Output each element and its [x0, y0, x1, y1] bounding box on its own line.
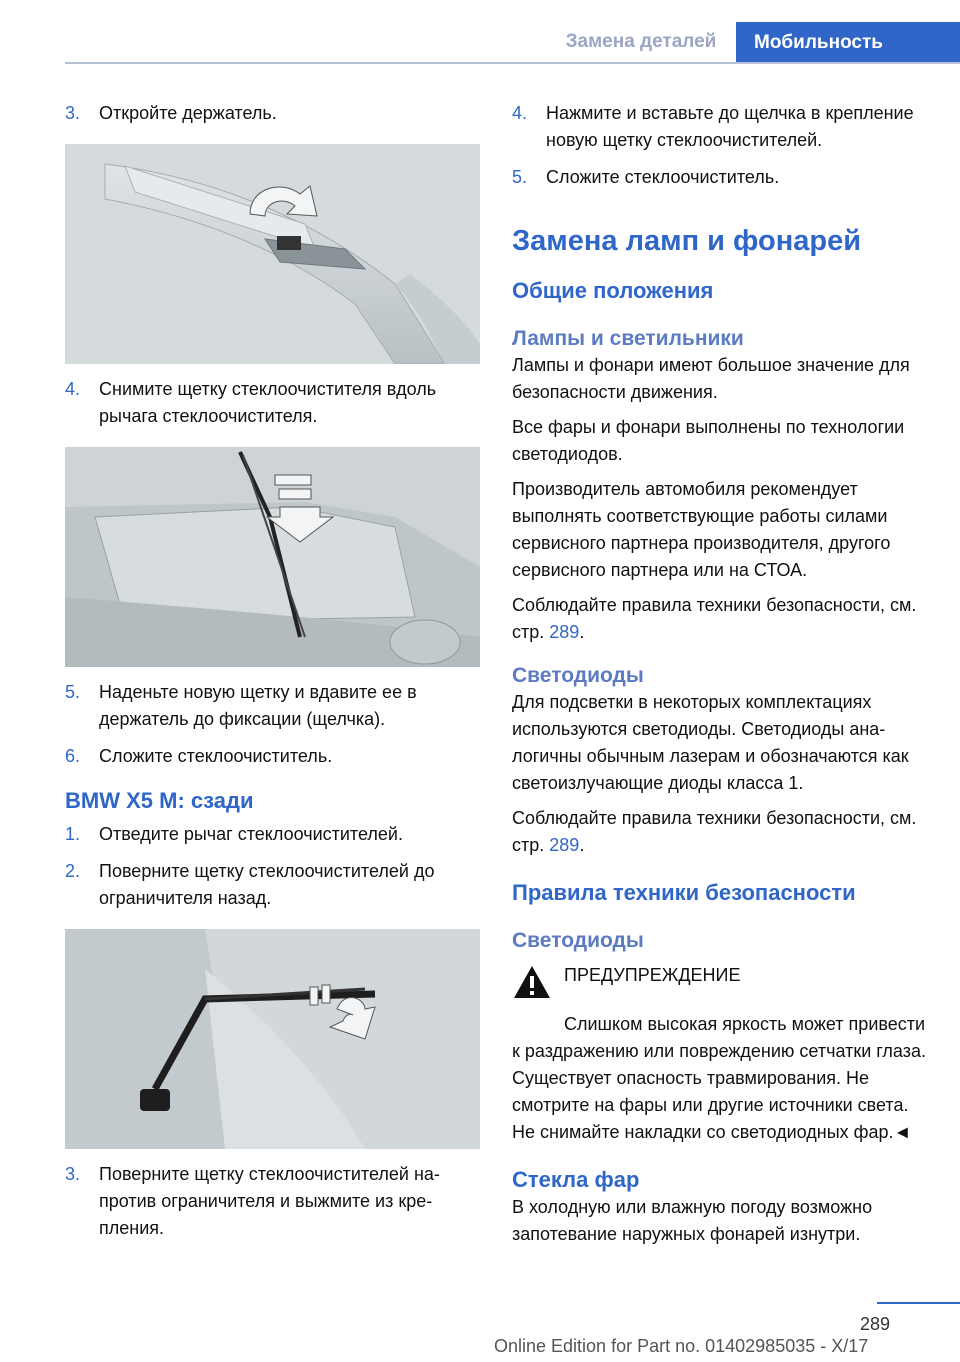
step-text: Поверните щетку стеклоочистителей до ограничителя назад.: [99, 861, 435, 908]
paragraph: [512, 805, 927, 859]
step-text: Отведите рычаг стеклоочистителей.: [99, 824, 403, 844]
paragraph: Все фары и фонари выполнены по технологии светодиодов.: [512, 417, 905, 464]
step-number: 1.: [65, 824, 81, 844]
step-install-blade: [65, 679, 480, 733]
step-number: 3.: [65, 103, 81, 123]
step-number: 4.: [512, 103, 528, 123]
header-tab-chapter[interactable]: Мобильность: [736, 22, 960, 64]
header-divider: [65, 62, 960, 64]
paragraph-text: Соблюдайте правила техники безопасности, см. стр.: [512, 595, 917, 642]
step-number: 3.: [65, 1164, 81, 1184]
footer-divider: [877, 1302, 960, 1304]
step-text: Наденьте новую щетку и вдавите ее в держатель до фиксации (щелчка).: [99, 682, 417, 729]
warning-block: [512, 962, 927, 1005]
heading-lamps: Лампы и светильники: [512, 327, 744, 350]
page-number: 289: [860, 1314, 891, 1334]
step-number: 5.: [512, 167, 528, 187]
paragraph-end: .: [579, 835, 585, 855]
step-text: Снимите щетку стеклоочистителя вдоль рычага стеклоочистителя.: [99, 379, 437, 426]
step-fold-wiper: [65, 743, 480, 770]
heading-headlight-glass: Стекла фар: [512, 1167, 640, 1192]
warning-icon: [512, 962, 564, 1005]
wiper-holder-figure: [65, 144, 480, 364]
heading-leds: Светодиоды: [512, 664, 644, 687]
left-column: [65, 100, 480, 1242]
heading-leds-safety: Светодиоды: [512, 929, 644, 952]
step-text: Откройте держатель.: [99, 103, 277, 123]
step-number: 2.: [65, 861, 81, 881]
windshield-wiper-figure: [65, 447, 480, 667]
heading-safety: Правила техники безопасности: [512, 880, 856, 905]
paragraph: В холодную или влажную погоду возможно запотевание наружных фонарей изнутри.: [512, 1197, 873, 1244]
step-number: 6.: [65, 746, 81, 766]
warning-text: Слишком высокая яркость может привести к раздражению или повреждению сетчатки глаза. Существует опасность травмирования. Не смотрите на фары или другие источники света. Не снимайте накладки со светодиодных фар.◄: [512, 1014, 926, 1142]
paragraph: Лампы и фонари имеют большое значение для безопасности движения.: [512, 355, 910, 402]
paragraph-text: Соблюдайте правила техники безопасности, см. стр.: [512, 808, 917, 855]
step-rotate-forward: [65, 1161, 480, 1242]
step-rotate-back: [65, 858, 480, 912]
paragraph: [512, 592, 927, 646]
paragraph: Для подсветки в некоторых комплектациях используются светодиоды. Светодиоды аналогичны обычным лазерам и обозначаются как светоизлучающие диоды класса 1.: [512, 692, 909, 793]
rear-wiper-figure: [65, 929, 480, 1149]
step-number: 5.: [65, 682, 81, 702]
step-text: Нажмите и вставьте до щелчка в крепление новую щетку стеклоочистителей.: [546, 103, 914, 150]
edition-text: Online Edition for Part no. 01402985035 - X/17: [494, 1336, 869, 1356]
paragraph-end: .: [579, 622, 585, 642]
step-number: 4.: [65, 379, 81, 399]
step-lift-arm: [65, 821, 480, 848]
right-column: [512, 100, 927, 1248]
heading-rear: BMW X5 M: сзади: [65, 788, 254, 813]
step-insert-new-blade: [512, 100, 927, 154]
step-remove-blade: [65, 376, 480, 430]
step-open-holder: [65, 100, 480, 127]
warning-title: ПРЕДУПРЕЖДЕНИЕ: [564, 965, 741, 985]
step-text: Сложите стеклоочиститель.: [546, 167, 780, 187]
header-tab-section[interactable]: Замена деталей: [565, 31, 717, 52]
heading-general: Общие положения: [512, 278, 714, 303]
step-fold-wiper: [512, 164, 927, 191]
step-text: Сложите стеклоочиститель.: [99, 746, 333, 766]
paragraph: Производитель автомобиля рекомендует выполнять соответствующие работы силами сервисного партнера производителя, другого сервисного партнера или на СТОА.: [512, 479, 891, 580]
heading-replace-lamps: Замена ламп и фонарей: [512, 225, 862, 257]
page-link[interactable]: 289: [549, 622, 580, 642]
step-text: Поверните щетку стеклоочистителей напротив ограничителя и выжмите из крепления.: [99, 1164, 440, 1238]
page-link[interactable]: 289: [549, 835, 580, 855]
